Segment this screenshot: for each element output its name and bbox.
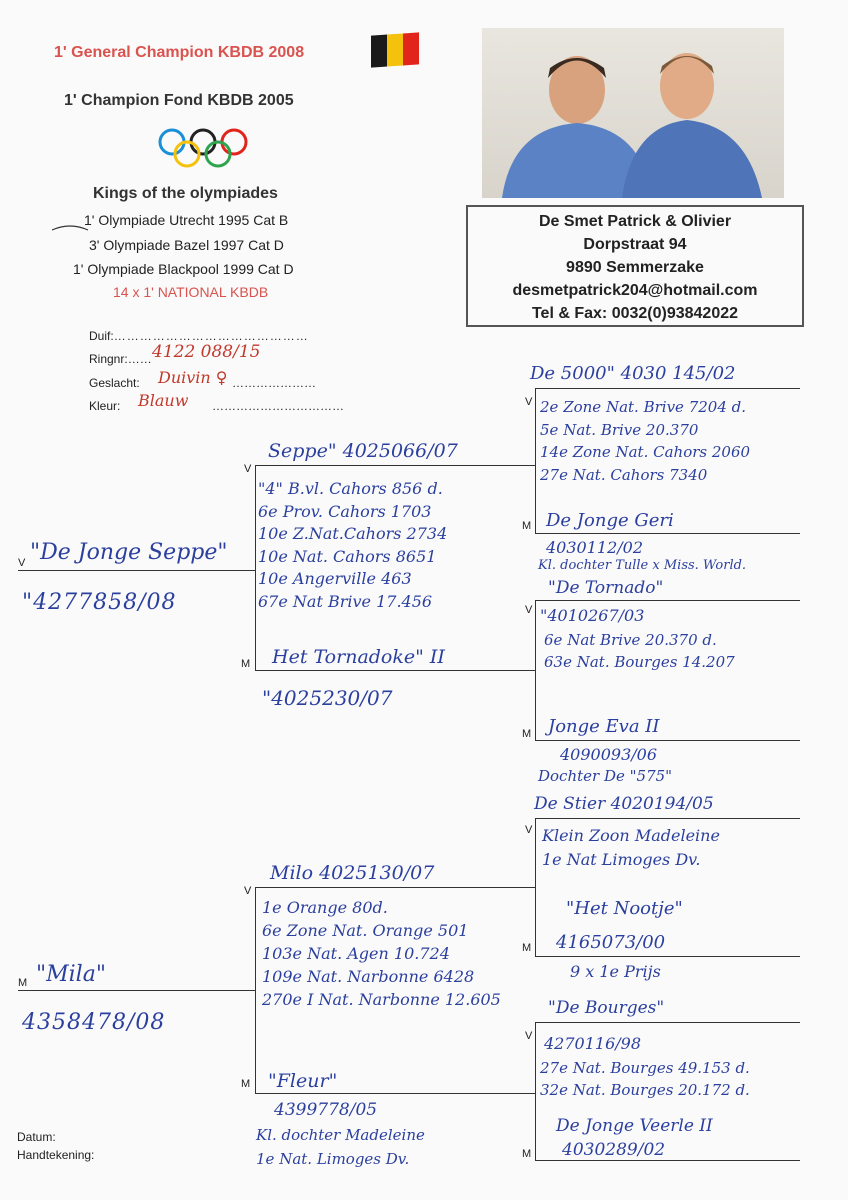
marker-m: M <box>522 1148 532 1160</box>
olympic-rings-icon <box>155 126 255 170</box>
fm-ring: "4025230/07 <box>262 686 393 710</box>
result-line: 1e Orange 80d. <box>262 898 388 917</box>
mfm-ring: 4165073/00 <box>556 932 666 953</box>
fff-name: De 5000" 4030 145/02 <box>530 363 736 384</box>
ringnr-value: 4122 088/15 <box>152 342 261 362</box>
marker-m: M <box>241 658 251 670</box>
owner-phone: Tel & Fax: 0032(0)93842022 <box>531 305 739 322</box>
owner-street: Dorpstraat 94 <box>583 236 687 253</box>
marker-m: M <box>522 942 532 954</box>
marker-v: V <box>244 885 252 897</box>
result-line: 6e Zone Nat. Orange 501 <box>262 921 469 940</box>
mm-ring: 4399778/05 <box>274 1100 378 1120</box>
result-line: 10e Nat. Cahors 8651 <box>258 546 437 566</box>
mmf-name: "De Bourges" <box>548 998 665 1018</box>
geslacht-value: Duivin ♀ <box>158 368 228 387</box>
ff-line <box>255 465 535 466</box>
result-line: 14e Zone Nat. Cahors 2060 <box>540 443 751 461</box>
fmm-name: Jonge Eva II <box>548 716 660 737</box>
mother-bracket <box>255 887 256 1093</box>
title-general-champion: 1' General Champion KBDB 2008 <box>54 44 305 61</box>
fmm-ring: 4090093/06 <box>560 745 658 764</box>
marker-v: V <box>525 1030 533 1042</box>
mfm-line <box>535 956 800 957</box>
ff-results <box>258 478 447 613</box>
marker-v: V <box>525 604 533 616</box>
marker-v: V <box>244 463 252 475</box>
duif-field: Duif:……………………………………… <box>89 329 309 343</box>
father-bracket <box>255 465 256 670</box>
result-line: 6e Prov. Cahors 1703 <box>258 501 432 521</box>
ff-name: Seppe" 4025066/07 <box>268 440 458 462</box>
fff-results <box>540 396 750 486</box>
owners-photo <box>482 28 784 198</box>
geslacht-dots: ………………… <box>232 376 316 390</box>
fm-name: Het Tornadoke" II <box>272 646 445 668</box>
ffm-line <box>535 533 800 534</box>
marker-m: M <box>241 1078 251 1090</box>
marker-m: M <box>18 977 28 989</box>
result-line: 32e Nat. Bourges 20.172 d. <box>540 1081 750 1099</box>
handtekening-label: Handtekening: <box>17 1148 95 1162</box>
mother-line <box>18 990 256 991</box>
datum-label: Datum: <box>17 1130 56 1144</box>
mmf-ring: 4270116/98 <box>544 1034 642 1053</box>
result-line: 63e Nat. Bourges 14.207 <box>544 653 735 671</box>
mm-line <box>255 1093 535 1094</box>
fm-bracket <box>535 600 536 740</box>
result-line: 109e Nat. Narbonne 6428 <box>262 967 475 986</box>
fmm-note: Dochter De "575" <box>538 767 673 785</box>
father-name: "De Jonge Seppe" <box>30 540 228 565</box>
result-line: "4" B.vl. Cahors 856 d. <box>258 479 443 498</box>
father-line <box>18 570 256 571</box>
title-champion-fond: 1' Champion Fond KBDB 2005 <box>64 92 294 109</box>
belgian-flag-icon <box>371 32 419 67</box>
mm-name: "Fleur" <box>268 1070 338 1092</box>
pen-stroke-mark <box>50 222 90 234</box>
result-line: Klein Zoon Madeleine <box>542 826 720 845</box>
result-line: 67e Nat Brive 17.456 <box>258 591 433 611</box>
marker-m: M <box>522 520 532 532</box>
owner-name: De Smet Patrick & Olivier <box>538 213 732 230</box>
contact-box <box>466 205 804 327</box>
result-line: 27e Nat. Cahors 7340 <box>540 465 708 484</box>
kleur-value: Blauw <box>138 391 189 410</box>
father-ring: "4277858/08 <box>22 590 177 615</box>
ff-bracket <box>535 388 536 533</box>
mm-note: Kl. dochter Madeleine <box>256 1126 425 1144</box>
kleur-label: Kleur: <box>89 399 121 413</box>
result-line: 6e Nat Brive 20.370 d. <box>544 631 717 649</box>
ffm-name: De Jonge Geri <box>546 510 674 531</box>
mmf-line <box>535 1022 800 1023</box>
result-line: 5e Nat. Brive 20.370 <box>540 420 699 439</box>
marker-v: V <box>18 557 26 569</box>
kings-heading: Kings of the olympiades <box>93 185 278 202</box>
olympiade-blackpool: 1' Olympiade Blackpool 1999 Cat D <box>73 261 294 277</box>
mmm-ring: 4030289/02 <box>562 1140 666 1160</box>
fmf-ring: "4010267/03 <box>540 606 645 625</box>
mfm-note: 9 x 1e Prijs <box>570 962 661 981</box>
marker-m: M <box>522 728 532 740</box>
mmm-name: De Jonge Veerle II <box>556 1116 713 1136</box>
owner-city: 9890 Semmerzake <box>566 259 704 276</box>
mmm-line <box>535 1160 800 1161</box>
mm-bracket <box>535 1022 536 1160</box>
ffm-note: Kl. dochter Tulle x Miss. World. <box>538 558 747 573</box>
olympiade-utrecht: 1' Olympiade Utrecht 1995 Cat B <box>84 212 289 228</box>
ffm-ring: 4030112/02 <box>546 538 644 557</box>
marker-v: V <box>525 824 533 836</box>
geslacht-label: Geslacht: <box>89 376 140 390</box>
olympiade-bazel: 3' Olympiade Bazel 1997 Cat D <box>89 237 284 253</box>
mfm-name: "Het Nootje" <box>566 898 683 919</box>
geslacht-field <box>89 376 140 390</box>
mff-name: De Stier 4020194/05 <box>534 794 714 814</box>
mf-name: Milo 4025130/07 <box>270 862 435 884</box>
result-line: 10e Z.Nat.Cahors 2734 <box>258 524 448 543</box>
owner-email: desmetpatrick204@hotmail.com <box>512 282 758 299</box>
result-line: 27e Nat. Bourges 49.153 d. <box>540 1059 750 1077</box>
mm-note: 1e Nat. Limoges Dv. <box>256 1150 410 1168</box>
fm-line <box>255 670 535 671</box>
mf-bracket <box>535 818 536 956</box>
mff-line <box>535 818 800 819</box>
result-line: 270e I Nat. Narbonne 12.605 <box>262 990 501 1009</box>
mff-results <box>542 824 720 872</box>
mf-results <box>262 896 501 1011</box>
result-line: 1e Nat Limoges Dv. <box>542 850 701 869</box>
fmm-line <box>535 740 800 741</box>
mmf-results <box>540 1057 750 1101</box>
result-line: 2e Zone Nat. Brive 7204 d. <box>540 398 747 416</box>
result-line: 103e Nat. Agen 10.724 <box>262 944 450 963</box>
fmf-name: "De Tornado" <box>548 578 664 598</box>
fmf-line <box>535 600 800 601</box>
result-line: 10e Angerville 463 <box>258 569 412 588</box>
mother-ring: 4358478/08 <box>22 1010 166 1035</box>
duif-label: Duif: <box>89 329 114 343</box>
mother-name: "Mila" <box>36 962 106 987</box>
kleur-dots: …………………………… <box>212 399 344 413</box>
ringnr-label: Ringnr: <box>89 352 128 366</box>
fmf-results <box>544 629 735 673</box>
fff-line <box>535 388 800 389</box>
kleur-field <box>89 399 120 413</box>
mf-line <box>255 887 535 888</box>
ringnr-field: Ringnr:…… <box>89 352 152 366</box>
marker-v: V <box>525 396 533 408</box>
national-wins: 14 x 1' NATIONAL KBDB <box>113 284 269 300</box>
